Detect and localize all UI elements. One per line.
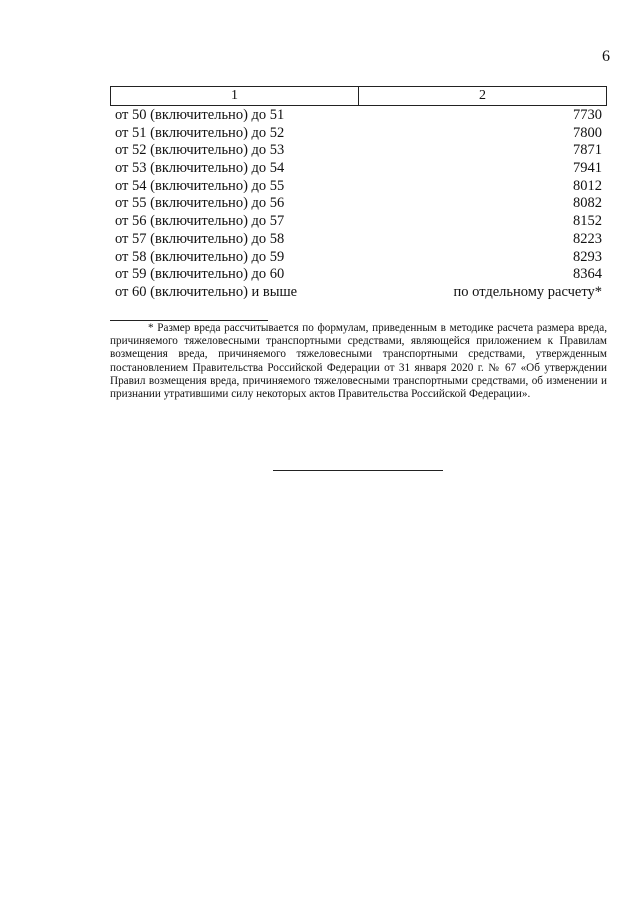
row-range: от 58 (включительно) до 59 [115, 248, 285, 265]
table-header-col-2: 2 [358, 87, 606, 105]
row-value: 7941 [573, 160, 602, 177]
row-range: от 56 (включительно) до 57 [115, 213, 285, 230]
row-value: 7871 [573, 142, 602, 159]
table-body [110, 107, 607, 302]
table-header-row [110, 86, 607, 106]
row-range: от 55 (включительно) до 56 [115, 195, 285, 212]
row-value: 8082 [573, 195, 602, 212]
page-number: 6 [602, 48, 610, 65]
row-value: 8293 [573, 248, 602, 265]
table-row [110, 231, 607, 249]
footnote-divider [110, 320, 268, 321]
table-row [110, 213, 607, 231]
footnote: * Размер вреда рассчитывается по формулам, приведенным в методике расчета размера вреда, причиняемого тяжеловесными транспортными средствами, являющейся приложением к Правилам возмещения вреда, причиняемого тяжеловесными транспортными средствами, утвержденным постановлением Правительства Российской Федерации от 31 января 2020 г. № 67 «Об утверждении Правил возмещения вреда, причиняемого тяжеловесными транспортными средствами, об изменении и признании утратившими силу некоторых актов Правительства Российской Федерации». [110, 322, 607, 401]
row-range: от 50 (включительно) до 51 [115, 107, 285, 123]
row-value: 8152 [573, 213, 602, 230]
row-range: от 51 (включительно) до 52 [115, 124, 285, 141]
table-row [110, 160, 607, 178]
table-row [110, 266, 607, 284]
end-divider [273, 470, 443, 471]
table-row [110, 125, 607, 143]
row-value: 7800 [573, 124, 602, 141]
row-range: от 57 (включительно) до 58 [115, 230, 285, 247]
row-range: от 52 (включительно) до 53 [115, 142, 285, 159]
row-range: от 60 (включительно) и выше [115, 283, 298, 300]
table-row [110, 142, 607, 160]
row-range: от 54 (включительно) до 55 [115, 177, 285, 194]
row-value: 8012 [573, 177, 602, 194]
row-value: 7730 [573, 107, 602, 123]
harm-table [110, 86, 607, 302]
row-range: от 59 (включительно) до 60 [115, 266, 285, 283]
row-range: от 53 (включительно) до 54 [115, 160, 285, 177]
table-row [110, 249, 607, 267]
table-row [110, 107, 607, 125]
table-row [110, 195, 607, 213]
row-value: 8364 [573, 266, 602, 283]
row-value: по отдельному расчету* [453, 283, 602, 300]
table-row [110, 284, 607, 302]
table-row [110, 178, 607, 196]
row-value: 8223 [573, 230, 602, 247]
table-header-col-1: 1 [231, 88, 238, 103]
